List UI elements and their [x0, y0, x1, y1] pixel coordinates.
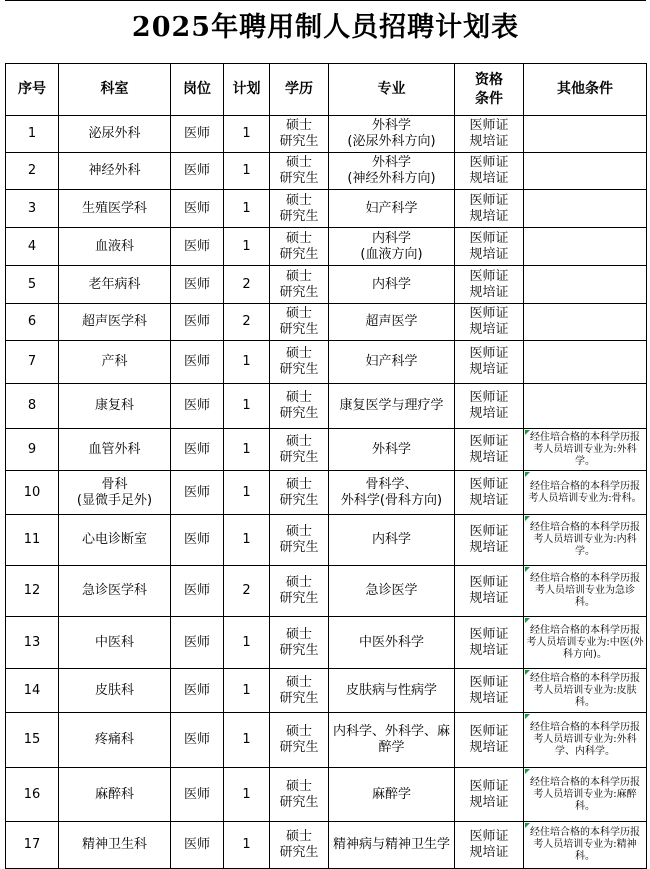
- cell-dept-line: 血液科: [94, 238, 134, 254]
- cell-plan: 1: [224, 515, 270, 566]
- cell-major: [329, 768, 455, 822]
- cell-post: 医师: [171, 617, 224, 669]
- cell-major: [329, 515, 455, 566]
- header-qualification-line2: 条件: [475, 90, 503, 107]
- cell-post: 医师: [171, 429, 224, 471]
- cell-edu-line: 硕士: [285, 524, 312, 539]
- cell-other: 经住培合格的本科学历报考人员培训专业为:麻醉科。: [524, 768, 647, 822]
- cell-major: [329, 566, 455, 617]
- cell-other: 经住培合格的本科学历报考人员培训专业为:外科学、内科学。: [524, 713, 647, 768]
- cell-qualification-line: 医师证: [469, 575, 509, 590]
- cell-major-line: (血液方向): [360, 246, 423, 262]
- cell-dept-line: 泌尿外科: [88, 126, 141, 141]
- cell-index: 16: [6, 768, 59, 822]
- cell-qualification-line: 医师证: [469, 306, 509, 321]
- cell-edu-line: 研究生: [279, 642, 319, 658]
- cell-qualification-line: 规培证: [469, 362, 509, 377]
- cell-dept: [59, 768, 171, 822]
- cell-dept: [59, 304, 171, 341]
- cell-edu-line: 硕士: [285, 230, 312, 246]
- cell-edu: [270, 429, 329, 471]
- cell-edu-line: 研究生: [279, 591, 319, 606]
- cell-qualification-line: 规培证: [469, 284, 509, 300]
- cell-dept-line: 疼痛科: [94, 732, 134, 747]
- cell-major-line: 急诊医学: [365, 583, 418, 598]
- cell-major: [329, 304, 455, 341]
- table-row: [6, 341, 647, 384]
- cell-index: 10: [6, 471, 59, 515]
- cell-edu: [270, 617, 329, 669]
- cell-qualification-line: 规培证: [469, 134, 509, 149]
- cell-qualification: [455, 566, 524, 617]
- cell-plan: 1: [224, 713, 270, 768]
- cell-qualification: [455, 471, 524, 515]
- cell-major: [329, 713, 455, 768]
- table-header-row: [6, 64, 647, 116]
- cell-qualification-line: 医师证: [469, 778, 509, 794]
- cell-post: 医师: [171, 669, 224, 713]
- cell-plan: 2: [224, 566, 270, 617]
- cell-major-line: 康复医学与理疗学: [339, 398, 444, 413]
- cell-edu-line: 研究生: [279, 246, 319, 262]
- table-row: [6, 669, 647, 713]
- cell-other: 经住培合格的本科学历报考人员培训专业为急诊科。: [524, 566, 647, 617]
- cell-other: [524, 341, 647, 384]
- cell-qualification-line: 医师证: [469, 268, 509, 284]
- cell-post: 医师: [171, 566, 224, 617]
- cell-post: 医师: [171, 713, 224, 768]
- cell-qualification-line: 医师证: [469, 155, 509, 170]
- cell-edu: [270, 228, 329, 266]
- header-other: 其他条件: [524, 64, 647, 116]
- cell-dept: [59, 384, 171, 429]
- cell-post: 医师: [171, 515, 224, 566]
- cell-plan: 2: [224, 266, 270, 304]
- cell-qualification-line: 规培证: [469, 642, 509, 658]
- cell-major-line: (泌尿外科方向): [347, 134, 436, 149]
- cell-edu-line: 研究生: [279, 322, 319, 337]
- cell-qualification-line: 医师证: [469, 192, 509, 208]
- cell-index: 7: [6, 341, 59, 384]
- cell-edu-line: 研究生: [279, 690, 319, 706]
- cell-index: 13: [6, 617, 59, 669]
- cell-major: [329, 617, 455, 669]
- cell-qualification-line: 规培证: [469, 406, 509, 421]
- cell-qualification: [455, 190, 524, 228]
- recruitment-sheet: [5, 0, 646, 869]
- cell-qualification-line: 规培证: [469, 208, 509, 224]
- cell-qualification-line: 医师证: [469, 829, 509, 844]
- cell-edu-line: 硕士: [285, 306, 312, 321]
- cell-major-line: 妇产科学: [365, 354, 418, 369]
- cell-edu: [270, 341, 329, 384]
- cell-post: 医师: [171, 341, 224, 384]
- header-qualification-line1: 资格: [475, 71, 503, 88]
- cell-major: [329, 153, 455, 190]
- cell-edu-line: 研究生: [279, 134, 319, 149]
- cell-edu-line: 硕士: [285, 829, 312, 844]
- cell-other: 经住培合格的本科学历报考人员培训专业为:外科学。: [524, 429, 647, 471]
- cell-index: 14: [6, 669, 59, 713]
- cell-post: 医师: [171, 471, 224, 515]
- cell-qualification: [455, 341, 524, 384]
- cell-index: 9: [6, 429, 59, 471]
- cell-plan: 1: [224, 617, 270, 669]
- header-plan: 计划: [224, 64, 270, 116]
- cell-other: [524, 153, 647, 190]
- cell-dept-line: (显微手足外): [76, 492, 153, 508]
- cell-index: 6: [6, 304, 59, 341]
- cell-qualification: [455, 116, 524, 153]
- cell-post: 医师: [171, 822, 224, 869]
- table-row: [6, 429, 647, 471]
- cell-index: 1: [6, 116, 59, 153]
- cell-other: [524, 228, 647, 266]
- table-body: [6, 116, 647, 869]
- cell-dept: [59, 190, 171, 228]
- table-row: [6, 116, 647, 153]
- cell-major-line: 醉学: [378, 740, 405, 755]
- cell-post: 医师: [171, 266, 224, 304]
- header-post: 岗位: [171, 64, 224, 116]
- cell-edu: [270, 116, 329, 153]
- cell-qualification: [455, 515, 524, 566]
- cell-dept: [59, 429, 171, 471]
- cell-edu-line: 硕士: [285, 192, 312, 208]
- table-row: [6, 822, 647, 869]
- cell-plan: 1: [224, 669, 270, 713]
- table-row: [6, 471, 647, 515]
- cell-edu-line: 硕士: [285, 433, 312, 449]
- cell-index: 5: [6, 266, 59, 304]
- cell-plan: 1: [224, 822, 270, 869]
- cell-qualification: [455, 768, 524, 822]
- cell-qualification-line: 规培证: [469, 794, 509, 810]
- cell-major: [329, 266, 455, 304]
- cell-qualification-line: 医师证: [469, 674, 509, 690]
- cell-edu: [270, 713, 329, 768]
- cell-dept-line: 急诊医学科: [81, 583, 147, 598]
- cell-qualification-line: 医师证: [469, 118, 509, 133]
- cell-dept-line: 生殖医学科: [81, 200, 147, 216]
- recruitment-table: [5, 63, 647, 869]
- cell-edu: [270, 471, 329, 515]
- cell-dept: [59, 266, 171, 304]
- cell-post: 医师: [171, 384, 224, 429]
- header-edu: 学历: [270, 64, 329, 116]
- cell-edu: [270, 384, 329, 429]
- cell-dept: [59, 515, 171, 566]
- cell-qualification: [455, 153, 524, 190]
- cell-edu-line: 研究生: [279, 845, 319, 860]
- cell-other: [524, 266, 647, 304]
- cell-post: 医师: [171, 116, 224, 153]
- cell-edu-line: 研究生: [279, 794, 319, 810]
- cell-other: [524, 116, 647, 153]
- cell-qualification-line: 规培证: [469, 845, 509, 860]
- cell-major: [329, 471, 455, 515]
- cell-qualification-line: 医师证: [469, 390, 509, 405]
- cell-qualification-line: 规培证: [469, 690, 509, 706]
- cell-plan: 1: [224, 384, 270, 429]
- cell-other: [524, 304, 647, 341]
- cell-major-line: 中医外科学: [358, 634, 424, 650]
- cell-edu-line: 硕士: [285, 575, 312, 590]
- cell-dept: [59, 713, 171, 768]
- cell-plan: 1: [224, 341, 270, 384]
- cell-index: 11: [6, 515, 59, 566]
- cell-edu-line: 研究生: [279, 492, 319, 508]
- cell-edu: [270, 768, 329, 822]
- cell-edu: [270, 304, 329, 341]
- cell-major-line: (神经外科方向): [347, 171, 436, 186]
- cell-dept-line: 骨科: [101, 476, 128, 492]
- cell-edu: [270, 515, 329, 566]
- cell-major-line: 内科学: [371, 276, 411, 292]
- cell-qualification: [455, 617, 524, 669]
- cell-other: 经住培合格的本科学历报考人员培训专业为:精神科。: [524, 822, 647, 869]
- cell-qualification-line: 医师证: [469, 346, 509, 361]
- cell-edu-line: 研究生: [279, 740, 319, 755]
- cell-edu: [270, 566, 329, 617]
- cell-qualification: [455, 304, 524, 341]
- cell-plan: 1: [224, 768, 270, 822]
- table-row: [6, 768, 647, 822]
- cell-major-line: 内科学、外科学、麻: [332, 724, 450, 739]
- cell-qualification-line: 规培证: [469, 449, 509, 465]
- cell-major: [329, 116, 455, 153]
- cell-major: [329, 384, 455, 429]
- cell-dept: [59, 566, 171, 617]
- cell-dept-line: 中医科: [94, 634, 134, 650]
- cell-qualification: [455, 228, 524, 266]
- cell-edu-line: 研究生: [279, 406, 319, 421]
- cell-major: [329, 341, 455, 384]
- cell-qualification: [455, 822, 524, 869]
- cell-edu-line: 硕士: [285, 390, 312, 405]
- cell-index: 17: [6, 822, 59, 869]
- cell-dept-line: 麻醉科: [94, 786, 134, 802]
- cell-major: [329, 822, 455, 869]
- cell-edu: [270, 153, 329, 190]
- cell-major-line: 外科学(骨科方向): [340, 492, 443, 508]
- cell-post: 医师: [171, 304, 224, 341]
- cell-major-line: 内科学: [371, 230, 411, 246]
- cell-other: 经住培合格的本科学历报考人员培训专业为:中医(外科方向)。: [524, 617, 647, 669]
- cell-index: 12: [6, 566, 59, 617]
- cell-qualification-line: 医师证: [469, 626, 509, 642]
- table-row: [6, 304, 647, 341]
- cell-edu-line: 硕士: [285, 626, 312, 642]
- cell-qualification-line: 医师证: [469, 230, 509, 246]
- cell-dept-line: 精神卫生科: [81, 837, 147, 852]
- header-dept: 科室: [59, 64, 171, 116]
- cell-dept-line: 血管外科: [88, 441, 141, 457]
- cell-qualification-line: 规培证: [469, 540, 509, 555]
- cell-plan: 1: [224, 228, 270, 266]
- cell-qualification-line: 规培证: [469, 322, 509, 337]
- cell-other: 经住培合格的本科学历报考人员培训专业为:皮肤科。: [524, 669, 647, 713]
- cell-edu: [270, 822, 329, 869]
- cell-qualification-line: 医师证: [469, 433, 509, 449]
- cell-plan: 1: [224, 190, 270, 228]
- cell-edu-line: 研究生: [279, 171, 319, 186]
- table-row: [6, 617, 647, 669]
- cell-edu-line: 研究生: [279, 284, 319, 300]
- cell-post: 医师: [171, 153, 224, 190]
- cell-major-line: 妇产科学: [365, 200, 418, 216]
- cell-edu: [270, 190, 329, 228]
- cell-dept: [59, 822, 171, 869]
- cell-post: 医师: [171, 228, 224, 266]
- cell-major: [329, 228, 455, 266]
- cell-post: 医师: [171, 768, 224, 822]
- cell-major-line: 麻醉学: [371, 786, 411, 802]
- cell-dept: [59, 116, 171, 153]
- table-row: [6, 266, 647, 304]
- table-row: [6, 515, 647, 566]
- cell-major-line: 精神病与精神卫生学: [332, 837, 450, 852]
- table-row: [6, 384, 647, 429]
- cell-qualification-line: 医师证: [469, 524, 509, 539]
- cell-dept-line: 超声医学科: [81, 314, 147, 329]
- table-row: [6, 190, 647, 228]
- cell-other: 经住培合格的本科学历报考人员培训专业为:骨科。: [524, 471, 647, 515]
- cell-qualification: [455, 384, 524, 429]
- cell-major: [329, 429, 455, 471]
- cell-dept: [59, 617, 171, 669]
- cell-other: 经住培合格的本科学历报考人员培训专业为:内科学。: [524, 515, 647, 566]
- cell-qualification: [455, 266, 524, 304]
- cell-index: 15: [6, 713, 59, 768]
- header-index: 序号: [6, 64, 59, 116]
- cell-edu-line: 硕士: [285, 674, 312, 690]
- cell-edu-line: 硕士: [285, 268, 312, 284]
- table-row: [6, 228, 647, 266]
- cell-dept: [59, 341, 171, 384]
- cell-major-line: 皮肤病与性病学: [345, 682, 437, 698]
- cell-qualification-line: 规培证: [469, 591, 509, 606]
- header-qualification: [455, 64, 524, 116]
- table-row: [6, 153, 647, 190]
- table-row: [6, 566, 647, 617]
- cell-dept-line: 产科: [101, 354, 128, 369]
- cell-plan: 1: [224, 153, 270, 190]
- cell-dept-line: 神经外科: [88, 163, 141, 178]
- cell-other: [524, 384, 647, 429]
- cell-qualification-line: 规培证: [469, 171, 509, 186]
- page-title: 2025年聘用制人员招聘计划表: [5, 0, 646, 63]
- cell-index: 8: [6, 384, 59, 429]
- cell-edu-line: 硕士: [285, 118, 312, 133]
- cell-edu-line: 研究生: [279, 540, 319, 555]
- cell-major-line: 外科学: [371, 155, 411, 170]
- cell-edu-line: 硕士: [285, 724, 312, 739]
- cell-qualification-line: 医师证: [469, 476, 509, 492]
- cell-major-line: 外科学: [371, 441, 411, 457]
- cell-edu-line: 硕士: [285, 346, 312, 361]
- cell-qualification: [455, 429, 524, 471]
- cell-edu-line: 研究生: [279, 362, 319, 377]
- cell-qualification-line: 医师证: [469, 724, 509, 739]
- cell-qualification-line: 规培证: [469, 740, 509, 755]
- cell-index: 4: [6, 228, 59, 266]
- cell-major: [329, 190, 455, 228]
- cell-dept: [59, 228, 171, 266]
- cell-major-line: 骨科学、: [365, 476, 418, 492]
- cell-other: [524, 190, 647, 228]
- cell-index: 2: [6, 153, 59, 190]
- cell-plan: 2: [224, 304, 270, 341]
- cell-major: [329, 669, 455, 713]
- table-row: [6, 713, 647, 768]
- cell-major-line: 外科学: [371, 118, 411, 133]
- cell-index: 3: [6, 190, 59, 228]
- cell-qualification: [455, 669, 524, 713]
- cell-plan: 1: [224, 429, 270, 471]
- cell-edu: [270, 669, 329, 713]
- cell-major-line: 超声医学: [365, 314, 418, 329]
- cell-dept: [59, 153, 171, 190]
- cell-plan: 1: [224, 116, 270, 153]
- cell-edu-line: 研究生: [279, 208, 319, 224]
- cell-plan: 1: [224, 471, 270, 515]
- cell-dept-line: 老年病科: [88, 276, 141, 292]
- cell-edu-line: 研究生: [279, 449, 319, 465]
- cell-major-line: 内科学: [371, 532, 411, 547]
- cell-edu-line: 硕士: [285, 476, 312, 492]
- cell-edu: [270, 266, 329, 304]
- cell-qualification-line: 规培证: [469, 492, 509, 508]
- cell-edu-line: 硕士: [285, 155, 312, 170]
- cell-qualification-line: 规培证: [469, 246, 509, 262]
- cell-dept: [59, 471, 171, 515]
- cell-dept-line: 皮肤科: [94, 682, 134, 698]
- cell-post: 医师: [171, 190, 224, 228]
- cell-dept-line: 心电诊断室: [81, 532, 147, 547]
- cell-edu-line: 硕士: [285, 778, 312, 794]
- header-major: 专业: [329, 64, 455, 116]
- cell-qualification: [455, 713, 524, 768]
- cell-dept-line: 康复科: [94, 398, 134, 413]
- cell-dept: [59, 669, 171, 713]
